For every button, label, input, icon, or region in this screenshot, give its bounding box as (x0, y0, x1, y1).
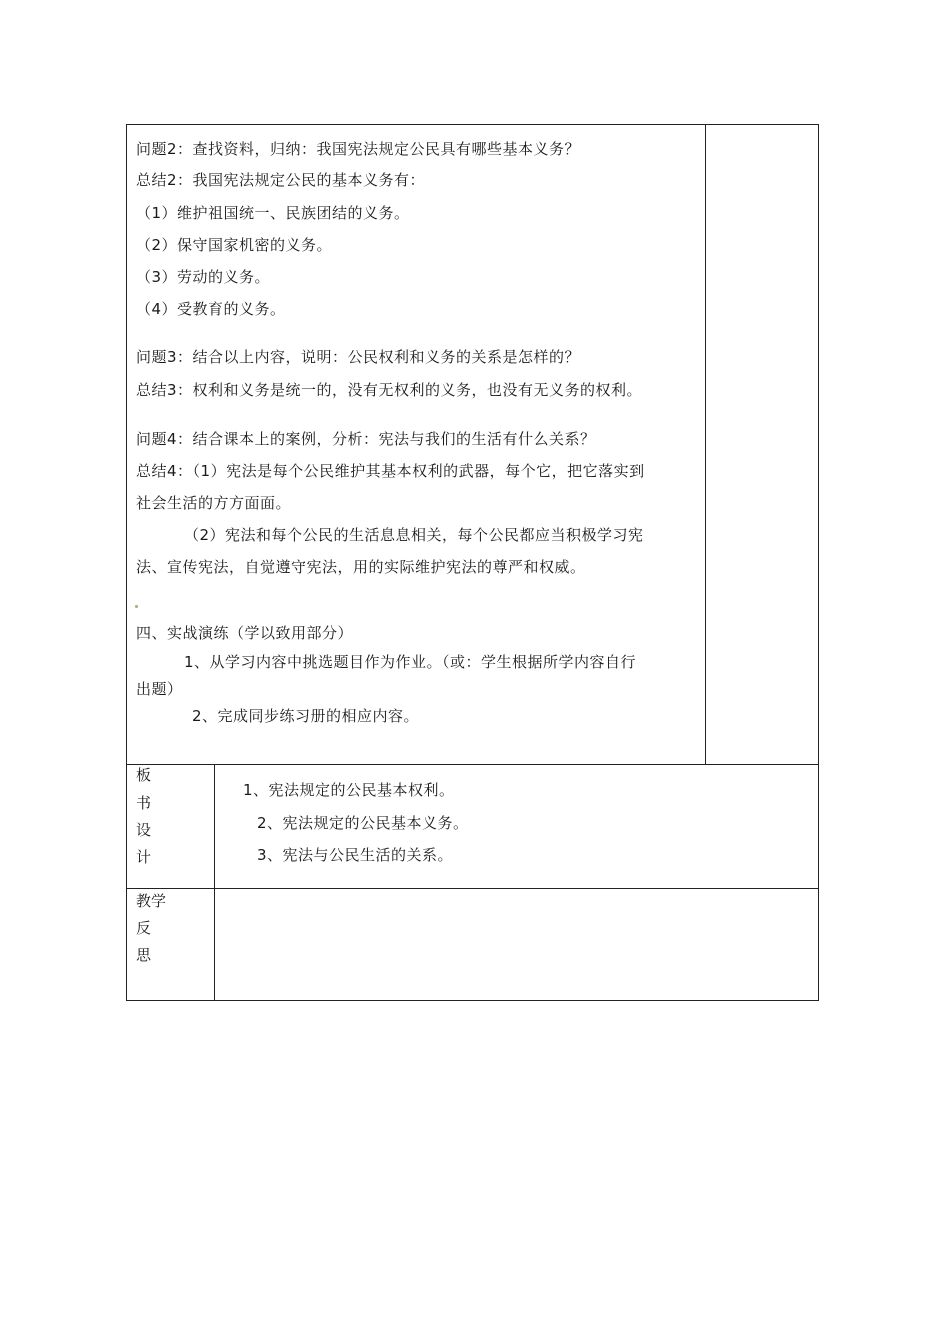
reflection-label-1: 教学 (136, 892, 167, 910)
board-item-2: 2、宪法规定的公民基本义务。 (257, 814, 469, 832)
notes-column-divider (705, 124, 706, 764)
question-3: 问题3：结合以上内容，说明：公民权利和义务的关系是怎样的？ (136, 348, 581, 366)
board-label-2: 书 (136, 794, 152, 812)
summary-4-line-1: 总结4：（1）宪法是每个公民维护其基本权利的武器，每个它，把它落实到 (136, 462, 645, 480)
summary-3: 总结3：权利和义务是统一的，没有无权利的义务，也没有无义务的权利。 (136, 381, 643, 399)
duty-3: （3）劳动的义务。 (136, 268, 271, 286)
stray-mark-dot (135, 605, 138, 608)
row-divider-board (126, 764, 819, 765)
row-divider-reflection (126, 888, 819, 889)
summary-4-line-2: 社会生活的方方面面。 (136, 494, 292, 512)
homework-1-line-2: 出题） (136, 680, 183, 698)
reflection-label-3: 思 (136, 946, 152, 964)
reflection-label-2: 反 (136, 919, 152, 937)
question-2: 问题2：查找资料，归纳：我国宪法规定公民具有哪些基本义务？ (136, 140, 581, 158)
duty-4: （4）受教育的义务。 (136, 300, 286, 318)
board-label-1: 板 (136, 766, 152, 784)
duty-1: （1）维护祖国统一、民族团结的义务。 (136, 204, 410, 222)
summary-2: 总结2：我国宪法规定公民的基本义务有： (136, 171, 426, 189)
homework-1-line-1: 1、从学习内容中挑选题目作为作业。（或：学生根据所学内容自行 (184, 653, 637, 671)
label-column-divider (214, 764, 215, 1001)
summary-4-line-3: （2）宪法和每个公民的生活息息相关，每个公民都应当积极学习宪 (184, 526, 644, 544)
duty-2: （2）保守国家机密的义务。 (136, 236, 333, 254)
table-border-top (126, 124, 819, 125)
board-item-3: 3、宪法与公民生活的关系。 (257, 846, 454, 864)
table-border-bottom (126, 1000, 819, 1001)
homework-2: 2、完成同步练习册的相应内容。 (192, 707, 420, 725)
question-4: 问题4：结合课本上的案例，分析：宪法与我们的生活有什么关系？ (136, 430, 596, 448)
table-border-left (126, 124, 127, 1001)
board-item-1: 1、宪法规定的公民基本权利。 (243, 781, 455, 799)
summary-4-line-4: 法、宣传宪法，自觉遵守宪法，用的实际维护宪法的尊严和权威。 (136, 558, 586, 576)
table-border-right (818, 124, 819, 1001)
board-label-3: 设 (136, 821, 152, 839)
board-label-4: 计 (136, 848, 152, 866)
section-4-heading: 四、实战演练（学以致用部分） (136, 624, 354, 642)
